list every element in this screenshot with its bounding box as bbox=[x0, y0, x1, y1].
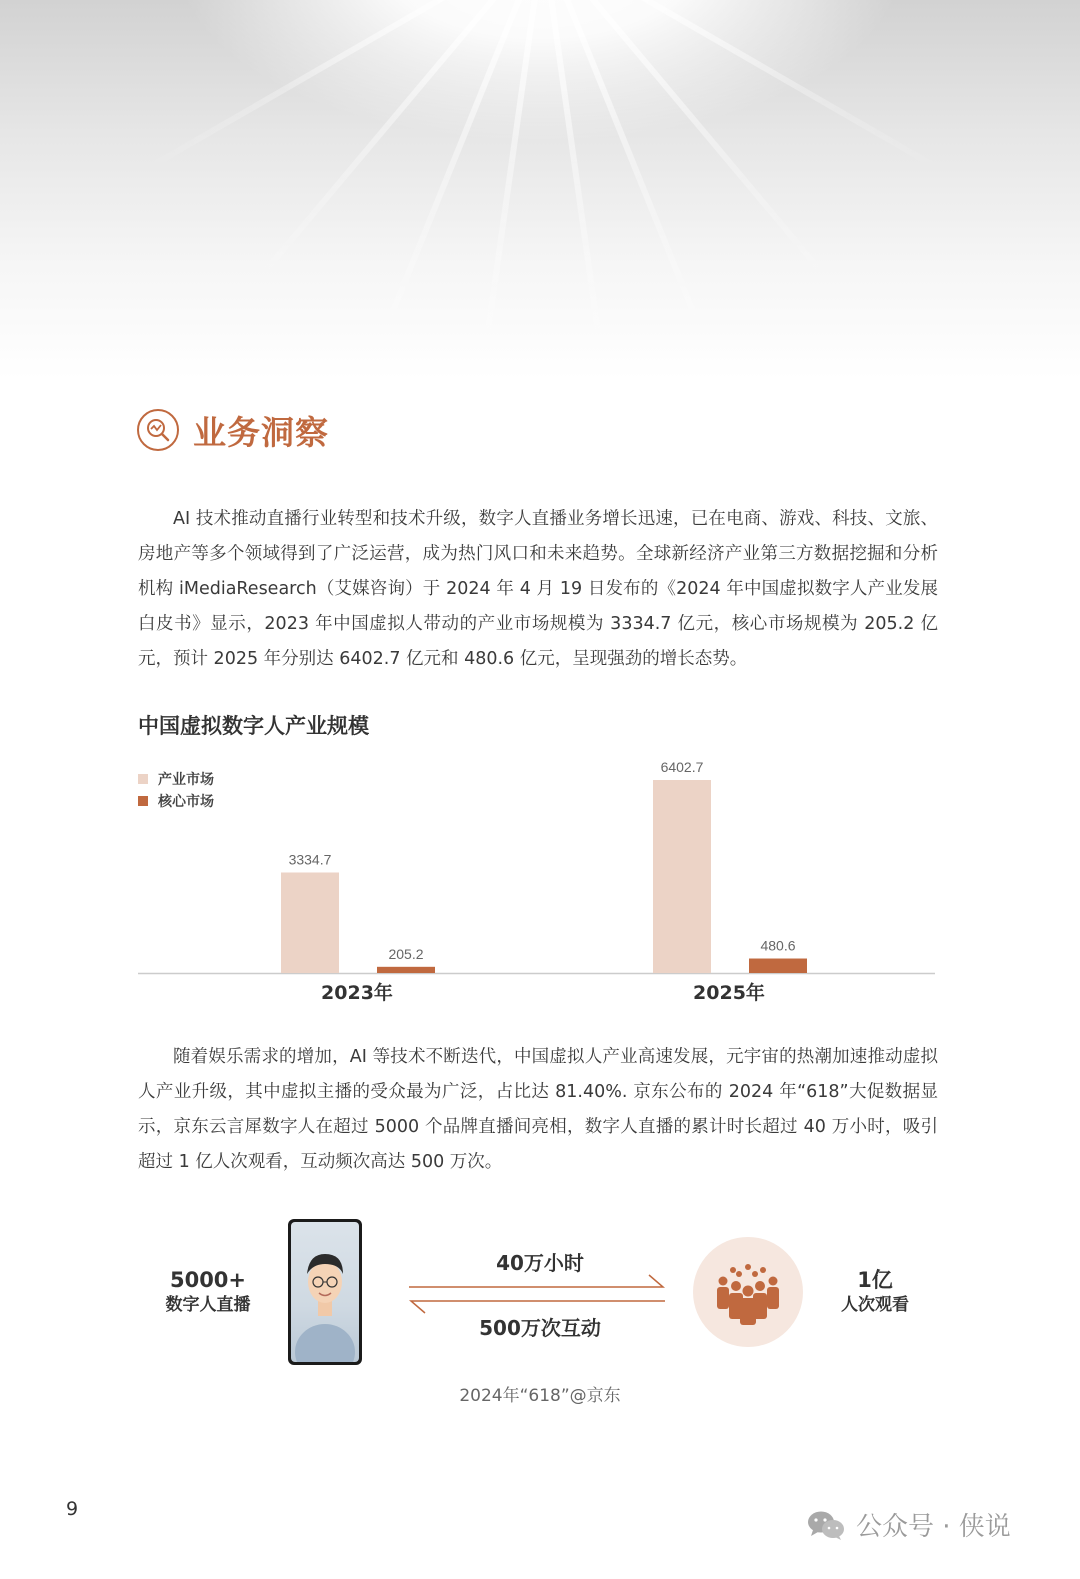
infographic-caption: 2024年“618”@京东 bbox=[459, 1386, 621, 1406]
legend-label-core: 核心市场 bbox=[158, 794, 214, 810]
bar-industry-1 bbox=[653, 780, 711, 973]
bar-core-0 bbox=[377, 967, 435, 973]
chart-legend bbox=[138, 768, 214, 812]
x-tick-label-1: 2025年 bbox=[693, 982, 765, 1004]
data-label-core-0: 205.2 bbox=[388, 945, 424, 962]
stat-viewers-label: 人次观看 bbox=[841, 1295, 909, 1315]
bar-industry-0 bbox=[281, 872, 339, 973]
bidirectional-arrows-icon bbox=[405, 1271, 670, 1317]
flow-interactions-label: 500万次互动 bbox=[479, 1316, 601, 1340]
header-banner bbox=[0, 0, 1080, 380]
flow-hours-label: 40万小时 bbox=[496, 1251, 584, 1275]
phone-avatar-image bbox=[288, 1219, 362, 1365]
chart-title: 中国虚拟数字人产业规模 bbox=[138, 714, 369, 738]
watermark-text: 公众号 · 侠说 bbox=[856, 1512, 1011, 1542]
legend-swatch-core bbox=[138, 796, 148, 806]
crowd-icon bbox=[693, 1237, 803, 1347]
wechat-icon bbox=[806, 1509, 846, 1541]
legend-label-industry: 产业市场 bbox=[158, 772, 214, 788]
x-tick-label-0: 2023年 bbox=[321, 982, 393, 1004]
intro-paragraph: AI 技术推动直播行业转型和技术升级，数字人直播业务增长迅速，已在电商、游戏、科技、文旅、房地产等多个领域得到了广泛运营，成为热门风口和未来趋势。全球新经济产业第三方数据挖掘和分析机构 iMediaResearch（艾媒咨询）于 2024 年 4 月 19 日发布的《2024 年中国虚拟数字人产业发展白皮书》显示，2023 年中国虚拟人带动的产业市场规模为 3334.7 亿元，核心市场规模为 205.2 亿元，预计 2025 年分别达 6402.7 亿元和 480.6 亿元，呈现强劲的增长态势。 bbox=[138, 509, 938, 669]
magnifier-chart-icon bbox=[137, 409, 179, 451]
stat-livestreams bbox=[148, 1267, 268, 1317]
data-label-core-1: 480.6 bbox=[760, 937, 796, 954]
stat-viewers bbox=[820, 1267, 930, 1317]
page-number: 9 bbox=[66, 1498, 79, 1520]
stat-livestreams-value: 5000+ bbox=[169, 1268, 247, 1292]
second-paragraph: 随着娱乐需求的增加，AI 等技术不断迭代，中国虚拟人产业高速发展，元宇宙的热潮加速推动虚拟人产业升级，其中虚拟主播的受众最为广泛，占比达 81.40%. 京东公布的 2024 年“618”大促数据显示，京东云言犀数字人在超过 5000 个品牌直播间亮相，数字人直播的累计时长超过 40 万小时，吸引超过 1 亿人次观看，互动频次高达 500 万次。 bbox=[138, 1047, 938, 1172]
stat-viewers-value: 1亿 bbox=[857, 1268, 893, 1292]
stat-livestreams-label: 数字人直播 bbox=[165, 1295, 251, 1315]
data-label-industry-0: 3334.7 bbox=[288, 851, 332, 868]
data-label-industry-1: 6402.7 bbox=[660, 759, 704, 775]
section-title: 业务洞察 bbox=[193, 412, 329, 452]
legend-swatch-industry bbox=[138, 774, 148, 784]
bar-core-1 bbox=[749, 959, 807, 973]
section-header bbox=[137, 405, 329, 455]
watermark bbox=[806, 1506, 1011, 1543]
legend-item-core bbox=[138, 790, 214, 812]
legend-item-industry bbox=[138, 768, 214, 790]
